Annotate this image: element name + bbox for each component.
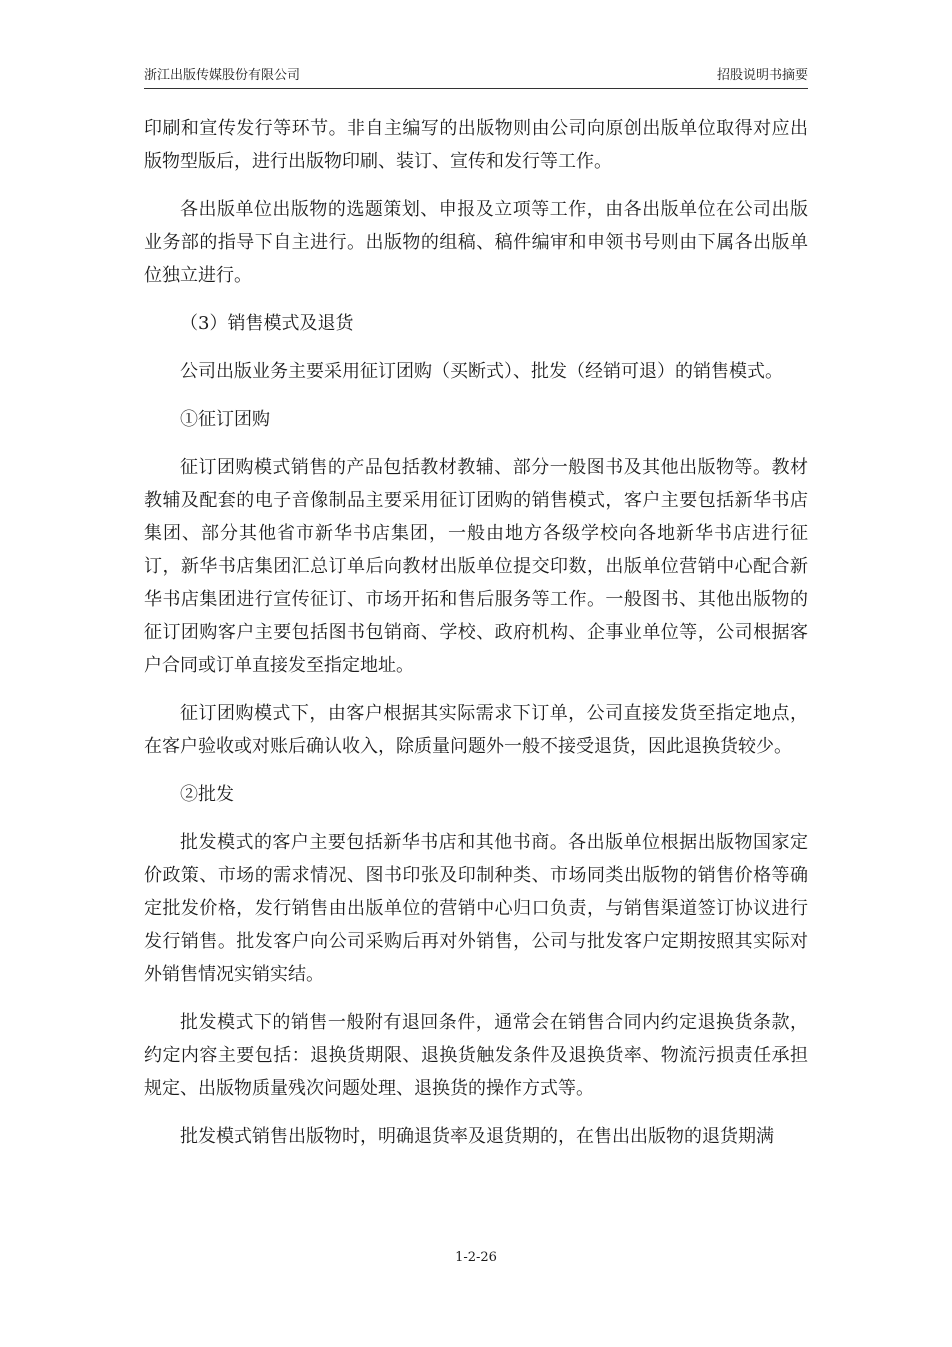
paragraph-wholesale-return-rate: 批发模式销售出版物时，明确退货率及退货期的，在售出出版物的退货期满 — [180, 1126, 774, 1147]
page-header — [144, 68, 808, 89]
paragraph-continuation: 印刷和宣传发行等环节。非自主编写的出版物则由公司向原创出版单位取得对应出版物型版后，进行出版物印刷、装订、宣传和发行等工作。 — [144, 118, 808, 172]
paragraph-wholesale-return-terms: 批发模式下的销售一般附有退回条件，通常会在销售合同内约定退换货条款，约定内容主要包括：退换货期限、退换货触发条件及退换货率、物流污损责任承担规定、出版物质量残次问题处理、退换货的操作方式等。 — [144, 1012, 808, 1099]
paragraph-sales-model-intro: 公司出版业务主要采用征订团购（买断式）、批发（经销可退）的销售模式。 — [180, 361, 783, 382]
subheading-wholesale: ②批发 — [180, 784, 234, 805]
subheading-subscription-group-purchase: ①征订团购 — [180, 409, 270, 430]
header-document-title: 招股说明书摘要 — [716, 68, 808, 83]
paragraph-wholesale-customers: 批发模式的客户主要包括新华书店和其他书商。各出版单位根据出版物国家定价政策、市场的需求情况、图书印张及印制种类、市场同类出版物的销售价格等确定批发价格，发行销售由出版单位的营销中心归口负责，与销售渠道签订协议进行发行销售。批发客户向公司采购后再对外销售，公司与批发客户定期按照其实际对外销售情况实销实结。 — [144, 832, 808, 985]
header-company-name: 浙江出版传媒股份有限公司 — [144, 68, 301, 83]
page-number: 1-2-26 — [455, 1250, 497, 1265]
paragraph-subscription-returns: 征订团购模式下，由客户根据其实际需求下订单，公司直接发货至指定地点，在客户验收或对账后确认收入，除质量问题外一般不接受退货，因此退换货较少。 — [144, 703, 808, 757]
section-heading-sales-model: （3）销售模式及退货 — [180, 313, 354, 334]
document-body — [144, 112, 808, 1168]
paragraph-subscription-products: 征订团购模式销售的产品包括教材教辅、部分一般图书及其他出版物等。教材教辅及配套的电子音像制品主要采用征订团购的销售模式，客户主要包括新华书店集团、部分其他省市新华书店集团，一般由地方各级学校向各地新华书店进行征订，新华书店集团汇总订单后向教材出版单位提交印数，出版单位营销中心配合新华书店集团进行宣传征订、市场开拓和售后服务等工作。一般图书、其他出版物的征订团购客户主要包括图书包销商、学校、政府机构、企事业单位等，公司根据客户合同或订单直接发至指定地址。 — [144, 457, 808, 676]
paragraph-topic-planning: 各出版单位出版物的选题策划、申报及立项等工作，由各出版单位在公司出版业务部的指导下自主进行。出版物的组稿、稿件编审和申领书号则由下属各出版单位独立进行。 — [144, 199, 808, 286]
